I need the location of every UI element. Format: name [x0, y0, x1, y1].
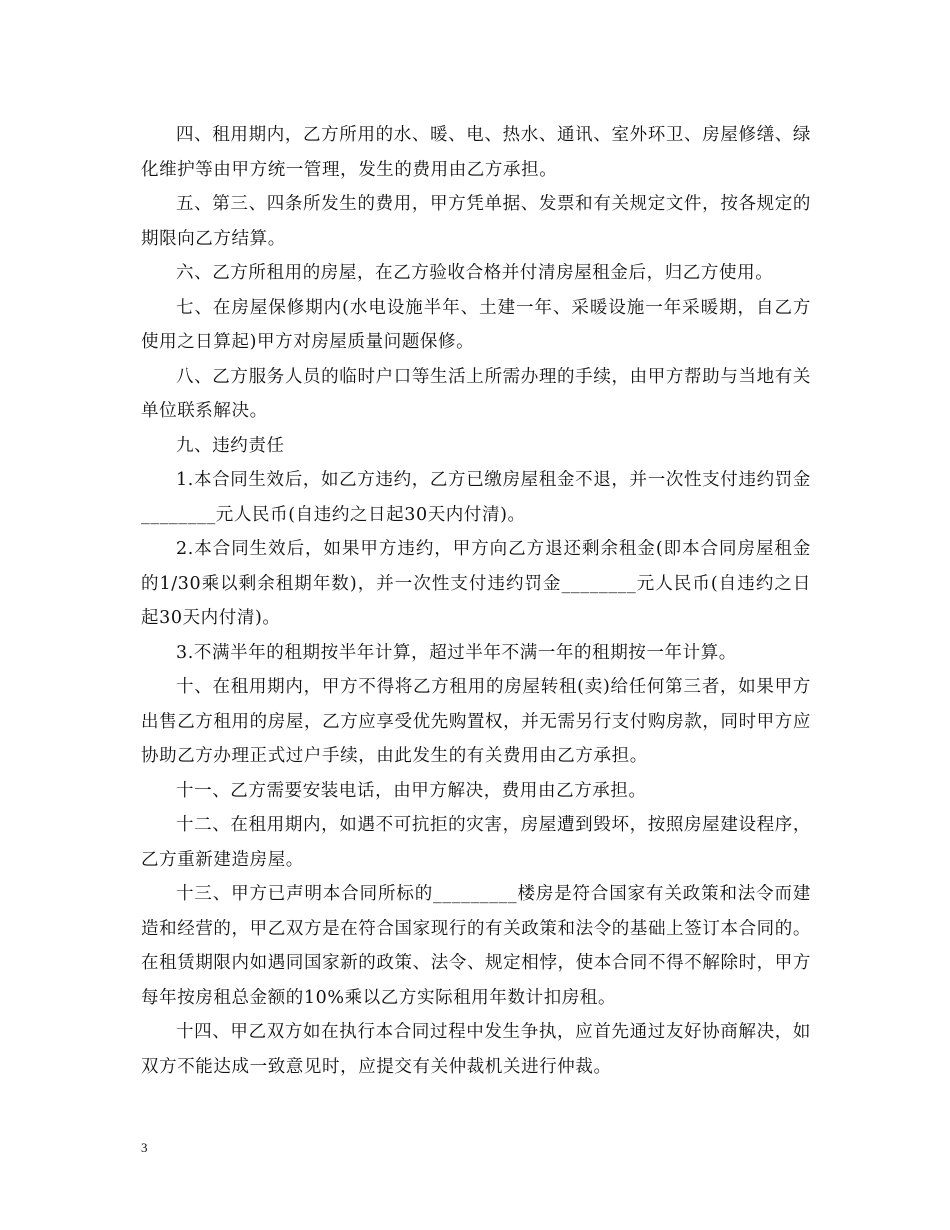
- clause-11: 十一、乙方需要安装电话，由甲方解决，费用由乙方承担。: [176, 780, 647, 801]
- clause-13: 十三、甲方已声明本合同所标的_________楼房是符合国家有关政策和法令而建造和经营的，甲乙双方是在符合国家现行的有关政策和法令的基础上签订本合同的。在租赁期限内如遇同国家新的政策、法令、规定相悖，使本合同不得不解除时，甲方每年按房租总金额的10%乘以乙方实际租用年数计扣房租。: [141, 884, 811, 1008]
- clause-9-item-2: 2.本合同生效后，如果甲方违约，甲方向乙方退还剩余租金(即本合同房屋租金的1/30乘以剩余租期年数)，并一次性支付违约罚金________元人民币(自违约之日起30天内付清)。: [141, 539, 811, 628]
- clause-8: 八、乙方服务人员的临时户口等生活上所需办理的手续，由甲方帮助与当地有关单位联系解决。: [141, 366, 811, 421]
- clause-7: 七、在房屋保修期内(水电设施半年、土建一年、采暖设施一年采暖期，自乙方使用之日算起)甲方对房屋质量问题保修。: [141, 297, 811, 352]
- clause-5: 五、第三、四条所发生的费用，甲方凭单据、发票和有关规定文件，按各规定的期限向乙方结算。: [141, 194, 811, 249]
- clause-12: 十二、在租用期内，如遇不可抗拒的灾害，房屋遭到毁坏，按照房屋建设程序，乙方重新建造房屋。: [141, 815, 811, 870]
- clause-6: 六、乙方所租用的房屋，在乙方验收合格并付清房屋租金后，归乙方使用。: [176, 263, 774, 283]
- page-number: 3: [141, 1140, 148, 1155]
- document-body: [141, 118, 811, 1084]
- clause-9-item-3: 3.不满半年的租期按半年计算，超过半年不满一年的租期按一年计算。: [176, 642, 737, 663]
- clause-10: 十、在租用期内，甲方不得将乙方租用的房屋转租(卖)给任何第三者，如果甲方出售乙方租用的房屋，乙方应享受优先购置权，并无需另行支付购房款，同时甲方应协助乙方办理正式过户手续，由此发生的有关费用由乙方承担。: [141, 677, 811, 766]
- clause-9-item-1: 1.本合同生效后，如乙方违约，乙方已缴房屋租金不退，并一次性支付违约罚金________元人民币(自违约之日起30天内付清)。: [141, 470, 811, 525]
- clause-14: 十四、甲乙双方如在执行本合同过程中发生争执，应首先通过友好协商解决，如双方不能达成一致意见时，应提交有关仲裁机关进行仲裁。: [141, 1022, 811, 1077]
- clause-9-heading: 九、违约责任: [176, 435, 285, 456]
- clause-4: 四、租用期内，乙方所用的水、暖、电、热水、通讯、室外环卫、房屋修缮、绿化维护等由甲方统一管理，发生的费用由乙方承担。: [141, 125, 811, 180]
